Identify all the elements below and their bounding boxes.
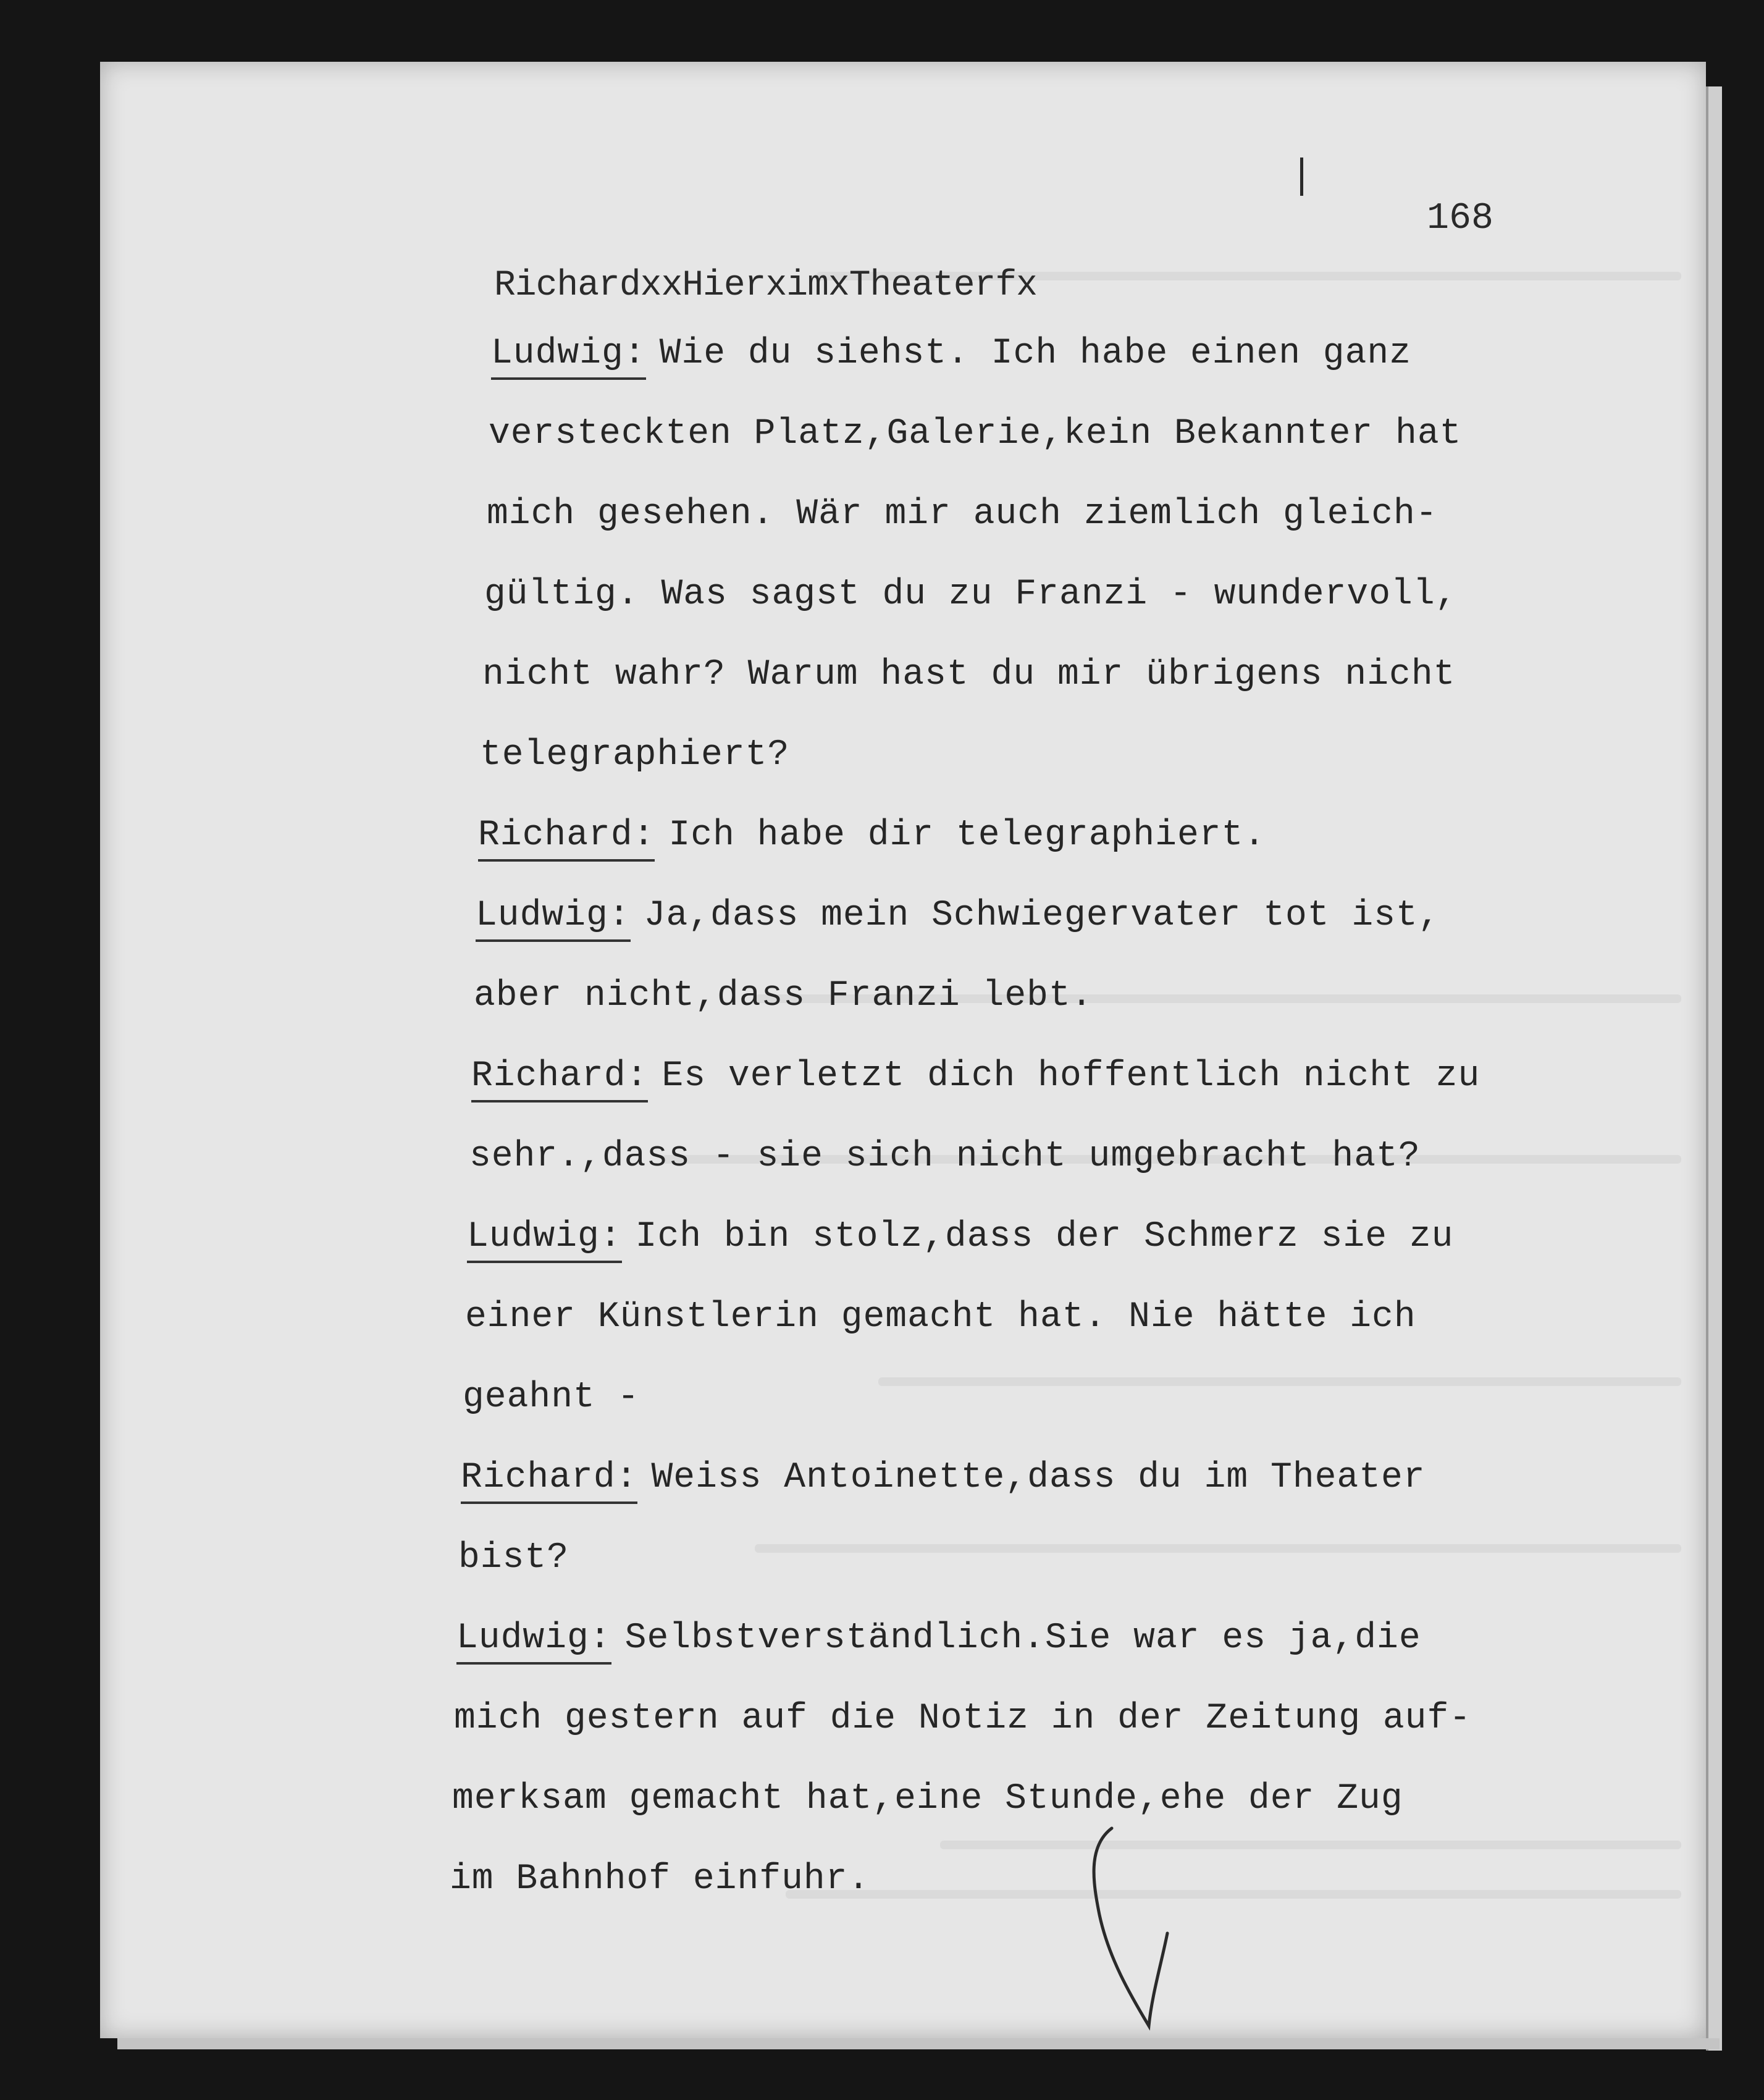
page-number: 168 bbox=[1427, 198, 1494, 240]
line-text: sehr.,dass - sie sich nicht umgebracht hat? bbox=[469, 1136, 1421, 1177]
line-text: geahnt - bbox=[463, 1377, 640, 1418]
line-text: versteckten Platz,Galerie,kein Bekannter hat bbox=[489, 414, 1462, 454]
dialogue-line bbox=[480, 735, 789, 775]
speaker-label: Ludwig: bbox=[476, 896, 631, 942]
line-text: einer Künstlerin gemacht hat. Nie hätte ich bbox=[465, 1297, 1416, 1337]
line-text: Ja,dass mein Schwiegervater tot ist, bbox=[644, 896, 1440, 936]
dialogue-line bbox=[450, 1859, 870, 1899]
line-text: telegraphiert? bbox=[480, 735, 790, 775]
dialogue-line bbox=[469, 1136, 1421, 1177]
speaker-label: Ludwig: bbox=[467, 1217, 622, 1263]
dialogue-line bbox=[467, 1217, 1453, 1263]
dialogue-line bbox=[463, 1377, 639, 1418]
struck-out-heading: RichardxxHierximxTheaterfx bbox=[494, 266, 1037, 306]
bleed-through-text bbox=[878, 1377, 1681, 1386]
dialogue-line bbox=[474, 976, 1093, 1016]
dialogue-line bbox=[489, 414, 1461, 454]
dialogue-line bbox=[478, 815, 1266, 862]
bleed-through-text bbox=[940, 1841, 1681, 1849]
line-text: gültig. Was sagst du zu Franzi - wundervoll, bbox=[484, 574, 1458, 615]
dialogue-line bbox=[491, 334, 1411, 380]
dialogue-line bbox=[476, 896, 1440, 942]
underlying-sheet-bottom-edge bbox=[117, 2038, 1720, 2049]
underlying-sheet-edge bbox=[1706, 86, 1722, 2051]
dialogue-line bbox=[458, 1538, 569, 1578]
dialogue-line bbox=[482, 655, 1455, 695]
line-text: Wie du siehst. Ich habe einen ganz bbox=[659, 334, 1412, 374]
pencil-stroke-mark bbox=[1075, 1810, 1198, 2032]
line-text: bist? bbox=[458, 1538, 569, 1578]
speaker-label: Richard: bbox=[471, 1056, 648, 1102]
bleed-through-text bbox=[786, 1890, 1681, 1899]
dialogue-line bbox=[456, 1618, 1421, 1665]
bleed-through-text bbox=[755, 1544, 1681, 1553]
dialogue-line bbox=[484, 574, 1457, 615]
line-text: aber nicht,dass Franzi lebt. bbox=[474, 976, 1093, 1016]
line-text: nicht wahr? Warum hast du mir übrigens nicht bbox=[482, 655, 1456, 695]
dialogue-line bbox=[452, 1779, 1403, 1819]
line-text: im Bahnhof einfuhr. bbox=[450, 1859, 870, 1899]
line-text: merksam gemacht hat,eine Stunde,ehe der Zug bbox=[452, 1779, 1403, 1819]
dialogue-line bbox=[461, 1458, 1426, 1504]
speaker-label: Richard: bbox=[461, 1458, 637, 1504]
dialogue-line bbox=[471, 1056, 1480, 1102]
line-text: Ich bin stolz,dass der Schmerz sie zu bbox=[635, 1217, 1454, 1257]
dialogue-line bbox=[487, 494, 1438, 534]
speaker-label: Ludwig: bbox=[456, 1618, 611, 1665]
line-text: mich gesehen. Wär mir auch ziemlich gleich- bbox=[487, 494, 1438, 534]
speaker-label: Richard: bbox=[478, 815, 655, 862]
speaker-label: Ludwig: bbox=[491, 334, 646, 380]
line-text: Selbstverständlich.Sie war es ja,die bbox=[624, 1618, 1421, 1658]
line-text: mich gestern auf die Notiz in der Zeitung auf- bbox=[454, 1699, 1472, 1739]
line-text: Es verletzt dich hoffentlich nicht zu bbox=[662, 1056, 1480, 1096]
line-text: Weiss Antoinette,dass du im Theater bbox=[651, 1458, 1426, 1498]
margin-pencil-mark bbox=[1300, 158, 1303, 196]
dialogue-line bbox=[465, 1297, 1416, 1337]
dialogue-line bbox=[454, 1699, 1471, 1739]
line-text: Ich habe dir telegraphiert. bbox=[668, 815, 1266, 855]
